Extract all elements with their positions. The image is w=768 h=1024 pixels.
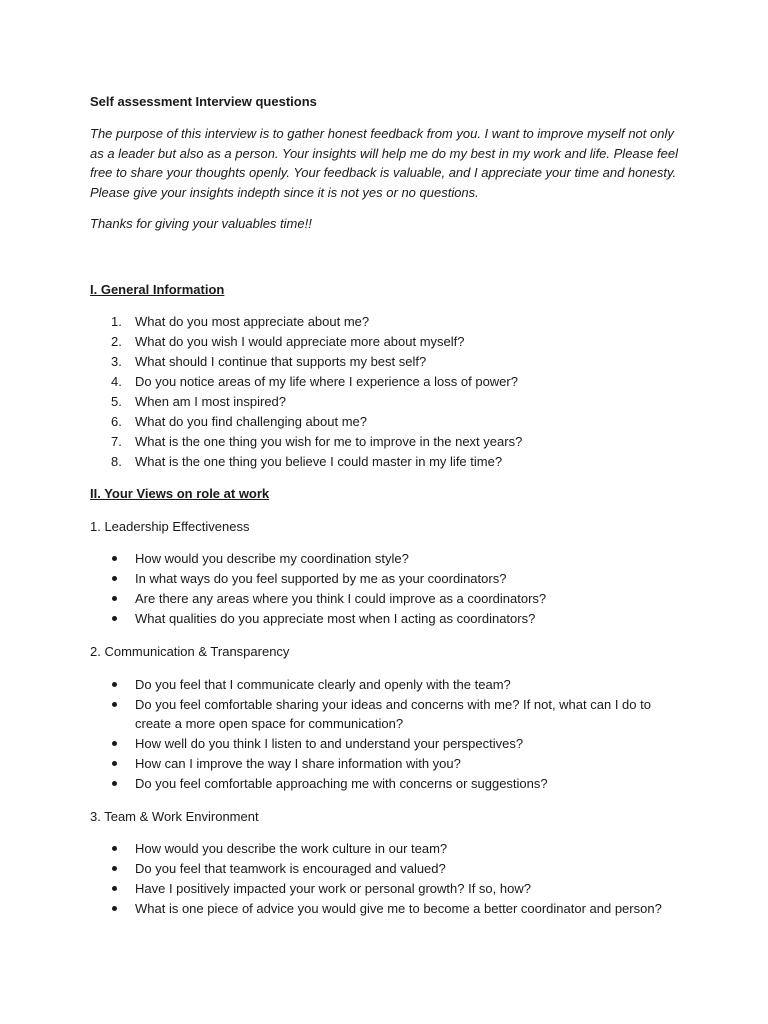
list-item-text: What do you wish I would appreciate more about myself? (135, 334, 465, 349)
document-page (90, 92, 690, 919)
list-item-number: 7. (111, 434, 122, 449)
list-item (90, 432, 690, 452)
section-heading-general-information: I. General Information (90, 281, 225, 297)
list-item-text: Do you feel comfortable sharing your ideas and concerns with me? If not, what can I do to create a more open space for communication? (135, 696, 651, 731)
list-item-text: Are there any areas where you think I could improve as a coordinators? (135, 591, 547, 606)
list-item-text: How can I improve the way I share information with you? (135, 755, 461, 771)
team-environment-question-list (90, 839, 690, 919)
list-item-text: What is the one thing you believe I could master in my life time? (135, 454, 503, 469)
list-item (90, 332, 690, 352)
list-item-number: 4. (111, 374, 122, 389)
list-item (90, 734, 690, 754)
list-item (90, 569, 690, 589)
list-item-text: What do you find challenging about me? (135, 414, 367, 429)
list-item (90, 879, 690, 899)
bullet-icon (112, 886, 117, 891)
bullet-icon (112, 846, 117, 851)
list-item (90, 372, 690, 392)
bullet-icon (112, 556, 117, 561)
list-item-text: What qualities do you appreciate most when I acting as coordinators? (135, 611, 536, 626)
bullet-icon (112, 906, 117, 911)
group-heading-leadership: 1. Leadership Effectiveness (90, 518, 250, 534)
list-item (90, 589, 690, 609)
list-item (90, 609, 690, 629)
thanks-line: Thanks for giving your valuables time!! (90, 216, 312, 231)
list-item (90, 774, 690, 794)
list-item-text: Do you feel that I communicate clearly and openly with the team? (135, 676, 511, 692)
bullet-icon (112, 781, 117, 786)
list-item (90, 899, 690, 919)
list-item-text: How would you describe my coordination style? (135, 551, 409, 566)
list-item-text: Do you feel that teamwork is encouraged and valued? (135, 861, 446, 876)
bullet-icon (112, 866, 117, 871)
bullet-icon (112, 741, 117, 746)
list-item-number: 3. (111, 354, 122, 369)
list-item-number: 2. (111, 334, 122, 349)
bullet-icon (112, 616, 117, 621)
list-item-text: How well do you think I listen to and understand your perspectives? (135, 735, 524, 751)
list-item-text: How would you describe the work culture in our team? (135, 841, 448, 856)
list-item (90, 549, 690, 569)
bullet-icon (112, 761, 117, 766)
bullet-icon (112, 576, 117, 581)
list-item (90, 452, 690, 472)
intro-paragraph: The purpose of this interview is to gather honest feedback from you. I want to improve myself not only as a leader but also as a person. Your insights will help me do my best in my work and life. Please feel free to share your thoughts openly. Your feedback is valuable, and I appreciate your time and honesty. Please give your insights indepth since it is not yes or no questions. (90, 126, 678, 200)
list-item-text: Have I positively impacted your work or personal growth? If so, how? (135, 881, 531, 896)
list-item-text: Do you notice areas of my life where I experience a loss of power? (135, 374, 518, 389)
list-item (90, 392, 690, 412)
bullet-icon (112, 682, 117, 687)
list-item-text: In what ways do you feel supported by me as your coordinators? (135, 571, 507, 586)
general-information-list (90, 312, 690, 472)
list-item (90, 675, 690, 695)
list-item-text: When am I most inspired? (135, 394, 287, 409)
document-title: Self assessment Interview questions (90, 94, 317, 109)
communication-question-list (90, 675, 690, 794)
list-item (90, 839, 690, 859)
group-heading-communication: 2. Communication & Transparency (90, 644, 290, 659)
bullet-icon (112, 596, 117, 601)
leadership-question-list (90, 549, 690, 629)
list-item (90, 695, 690, 734)
group-heading-team-environment: 3. Team & Work Environment (90, 808, 259, 824)
bullet-icon (112, 702, 117, 707)
list-item (90, 352, 690, 372)
list-item-number: 8. (111, 454, 122, 469)
list-item-text: Do you feel comfortable approaching me with concerns or suggestions? (135, 775, 548, 791)
list-item-text: What do you most appreciate about me? (135, 314, 370, 329)
section-heading-views-on-role: II. Your Views on role at work (90, 486, 270, 501)
list-item-number: 1. (111, 314, 122, 329)
list-item (90, 412, 690, 432)
list-item (90, 312, 690, 332)
list-item (90, 754, 690, 774)
list-item-text: What should I continue that supports my best self? (135, 354, 427, 369)
list-item-number: 6. (111, 414, 122, 429)
list-item-text: What is one piece of advice you would give me to become a better coordinator and person? (135, 901, 662, 916)
list-item-text: What is the one thing you wish for me to improve in the next years? (135, 434, 523, 449)
list-item-number: 5. (111, 394, 122, 409)
list-item (90, 859, 690, 879)
